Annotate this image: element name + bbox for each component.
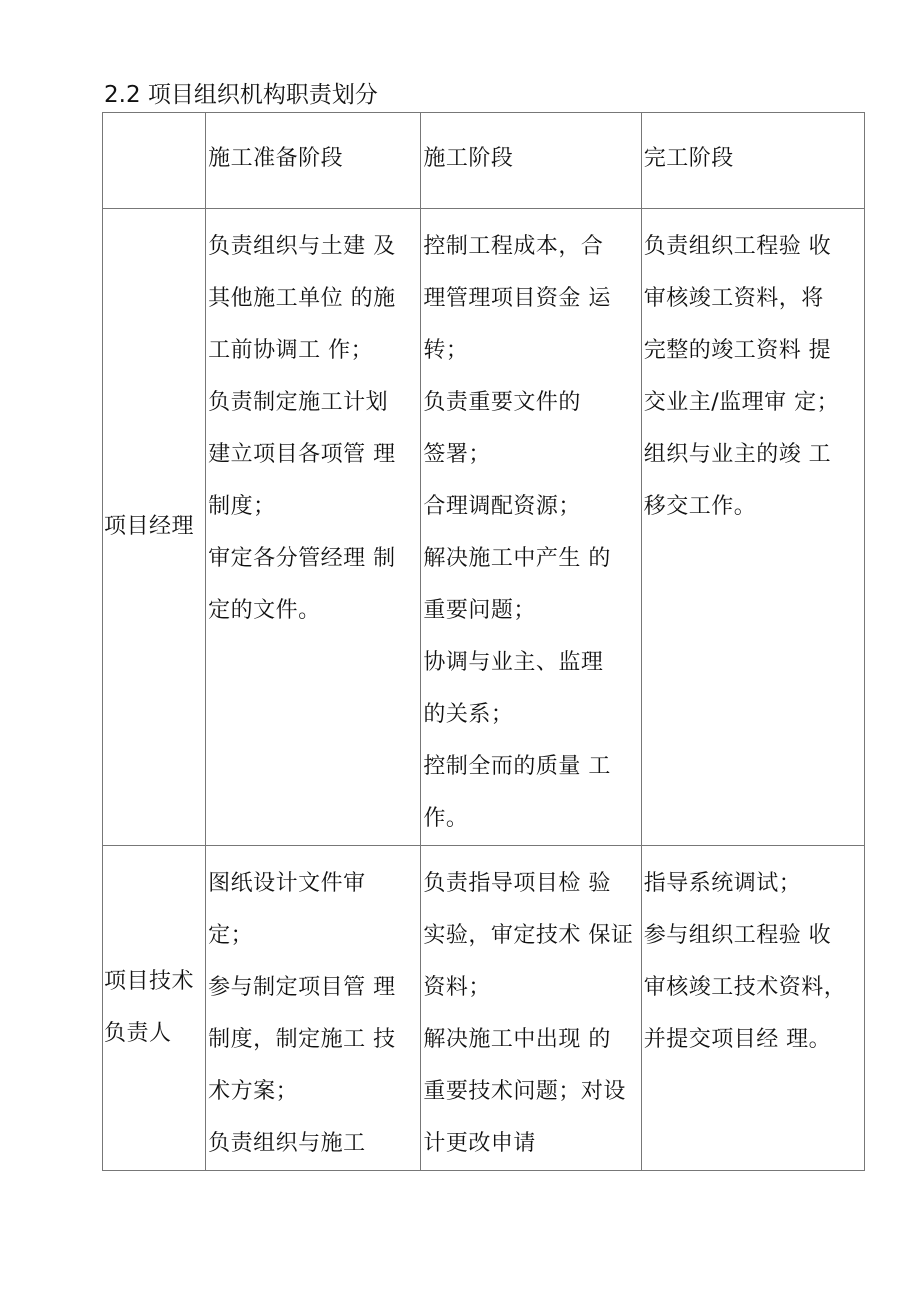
pm-completion-duties <box>641 209 864 846</box>
section-title: 2.2 项目组织机构职责划分 <box>104 82 378 108</box>
duty-text-line: 完整的竣工资料 提 <box>643 338 832 363</box>
duty-text-line: 控制工程成本，合 <box>423 234 604 259</box>
duty-text-line: 定； <box>208 923 254 948</box>
role-cell-project-manager <box>103 209 206 846</box>
duty-text-line: 实验，审定技术 保证 <box>423 923 634 948</box>
duty-text-line: 负责指导项目检 验 <box>423 871 611 896</box>
duty-text-line: 制度； <box>208 494 276 519</box>
duty-text-line: 工前协调工 作； <box>208 338 374 363</box>
duty-text-line: 术方案； <box>208 1079 299 1104</box>
tech-completion-duties <box>641 846 864 1171</box>
duty-text-line: 定的文件。 <box>208 598 321 623</box>
duty-text-line: 建立项目各项管 理 <box>208 442 396 467</box>
duty-text-line: 审核竣工技术资料， <box>643 975 847 1000</box>
duty-text-line: 参与组织工程验 收 <box>643 923 832 948</box>
pm-prep-duties <box>206 209 421 846</box>
tech-construction-duties <box>421 846 641 1171</box>
duty-text-line: 审核竣工资料，将 <box>643 286 824 311</box>
duty-text-line: 交业主/监理审 定； <box>643 390 840 415</box>
duty-text-line: 负责制定施工计划 <box>208 390 389 415</box>
duty-text-line: 控制全而的质量 工 <box>423 754 611 779</box>
duty-text-line: 图纸设计文件审 <box>208 871 366 896</box>
duty-text-line: 组织与业主的竣 工 <box>643 442 832 467</box>
responsibility-table <box>102 112 865 1171</box>
duty-text-line: 移交工作。 <box>643 494 757 519</box>
role-label: 项目经理 <box>104 514 195 539</box>
duty-text-line: 作。 <box>423 806 469 831</box>
pm-construction-duties <box>421 209 641 846</box>
duty-text-line: 协调与业主、监理 <box>423 650 604 675</box>
duty-text-line: 重要技术问题；对设 <box>423 1079 626 1104</box>
duty-text-line: 并提交项目经 理。 <box>643 1027 832 1052</box>
duty-text-line: 转； <box>423 338 469 363</box>
duty-text-line: 合理调配资源； <box>423 494 581 519</box>
duty-text-line: 指导系统调试； <box>643 871 802 896</box>
table-header-row <box>103 113 865 209</box>
duty-text-line: 资料； <box>423 975 491 1000</box>
header-cell-completion-stage: 完工阶段 <box>641 113 864 209</box>
duty-text-line: 审定各分管经理 制 <box>208 546 396 571</box>
duty-text-line: 的关系； <box>423 702 514 727</box>
duty-text-line: 负责组织与土建 及 <box>208 234 396 259</box>
duty-text-line: 重要问题； <box>423 598 536 623</box>
duty-text-line: 签署； <box>423 442 491 467</box>
duty-text-line: 计更改申请 <box>423 1131 536 1156</box>
header-cell-prep-stage: 施工准备阶段 <box>206 113 421 209</box>
header-cell-role <box>103 113 206 209</box>
duty-text-line: 解决施工中产生 的 <box>423 546 611 571</box>
header-cell-construction-stage: 施工阶段 <box>421 113 641 209</box>
duty-text-line: 参与制定项目管 理 <box>208 975 396 1000</box>
duty-text-line: 制度，制定施工 技 <box>208 1027 396 1052</box>
duty-text-line: 理管理项目资金 运 <box>423 286 611 311</box>
role-cell-technical-lead <box>103 846 206 1171</box>
duty-text-line: 其他施工单位 的施 <box>208 286 396 311</box>
tech-prep-duties <box>206 846 421 1171</box>
duty-text-line: 负责组织工程验 收 <box>643 234 832 259</box>
duty-text-line: 解决施工中出现 的 <box>423 1027 611 1052</box>
table-row-technical-lead <box>103 846 865 1171</box>
role-label: 项目技术负责人 <box>104 969 195 1046</box>
duty-text-line: 负责组织与施工 <box>208 1131 366 1156</box>
duty-text-line: 负责重要文件的 <box>423 390 581 415</box>
table-row-project-manager <box>103 209 865 846</box>
